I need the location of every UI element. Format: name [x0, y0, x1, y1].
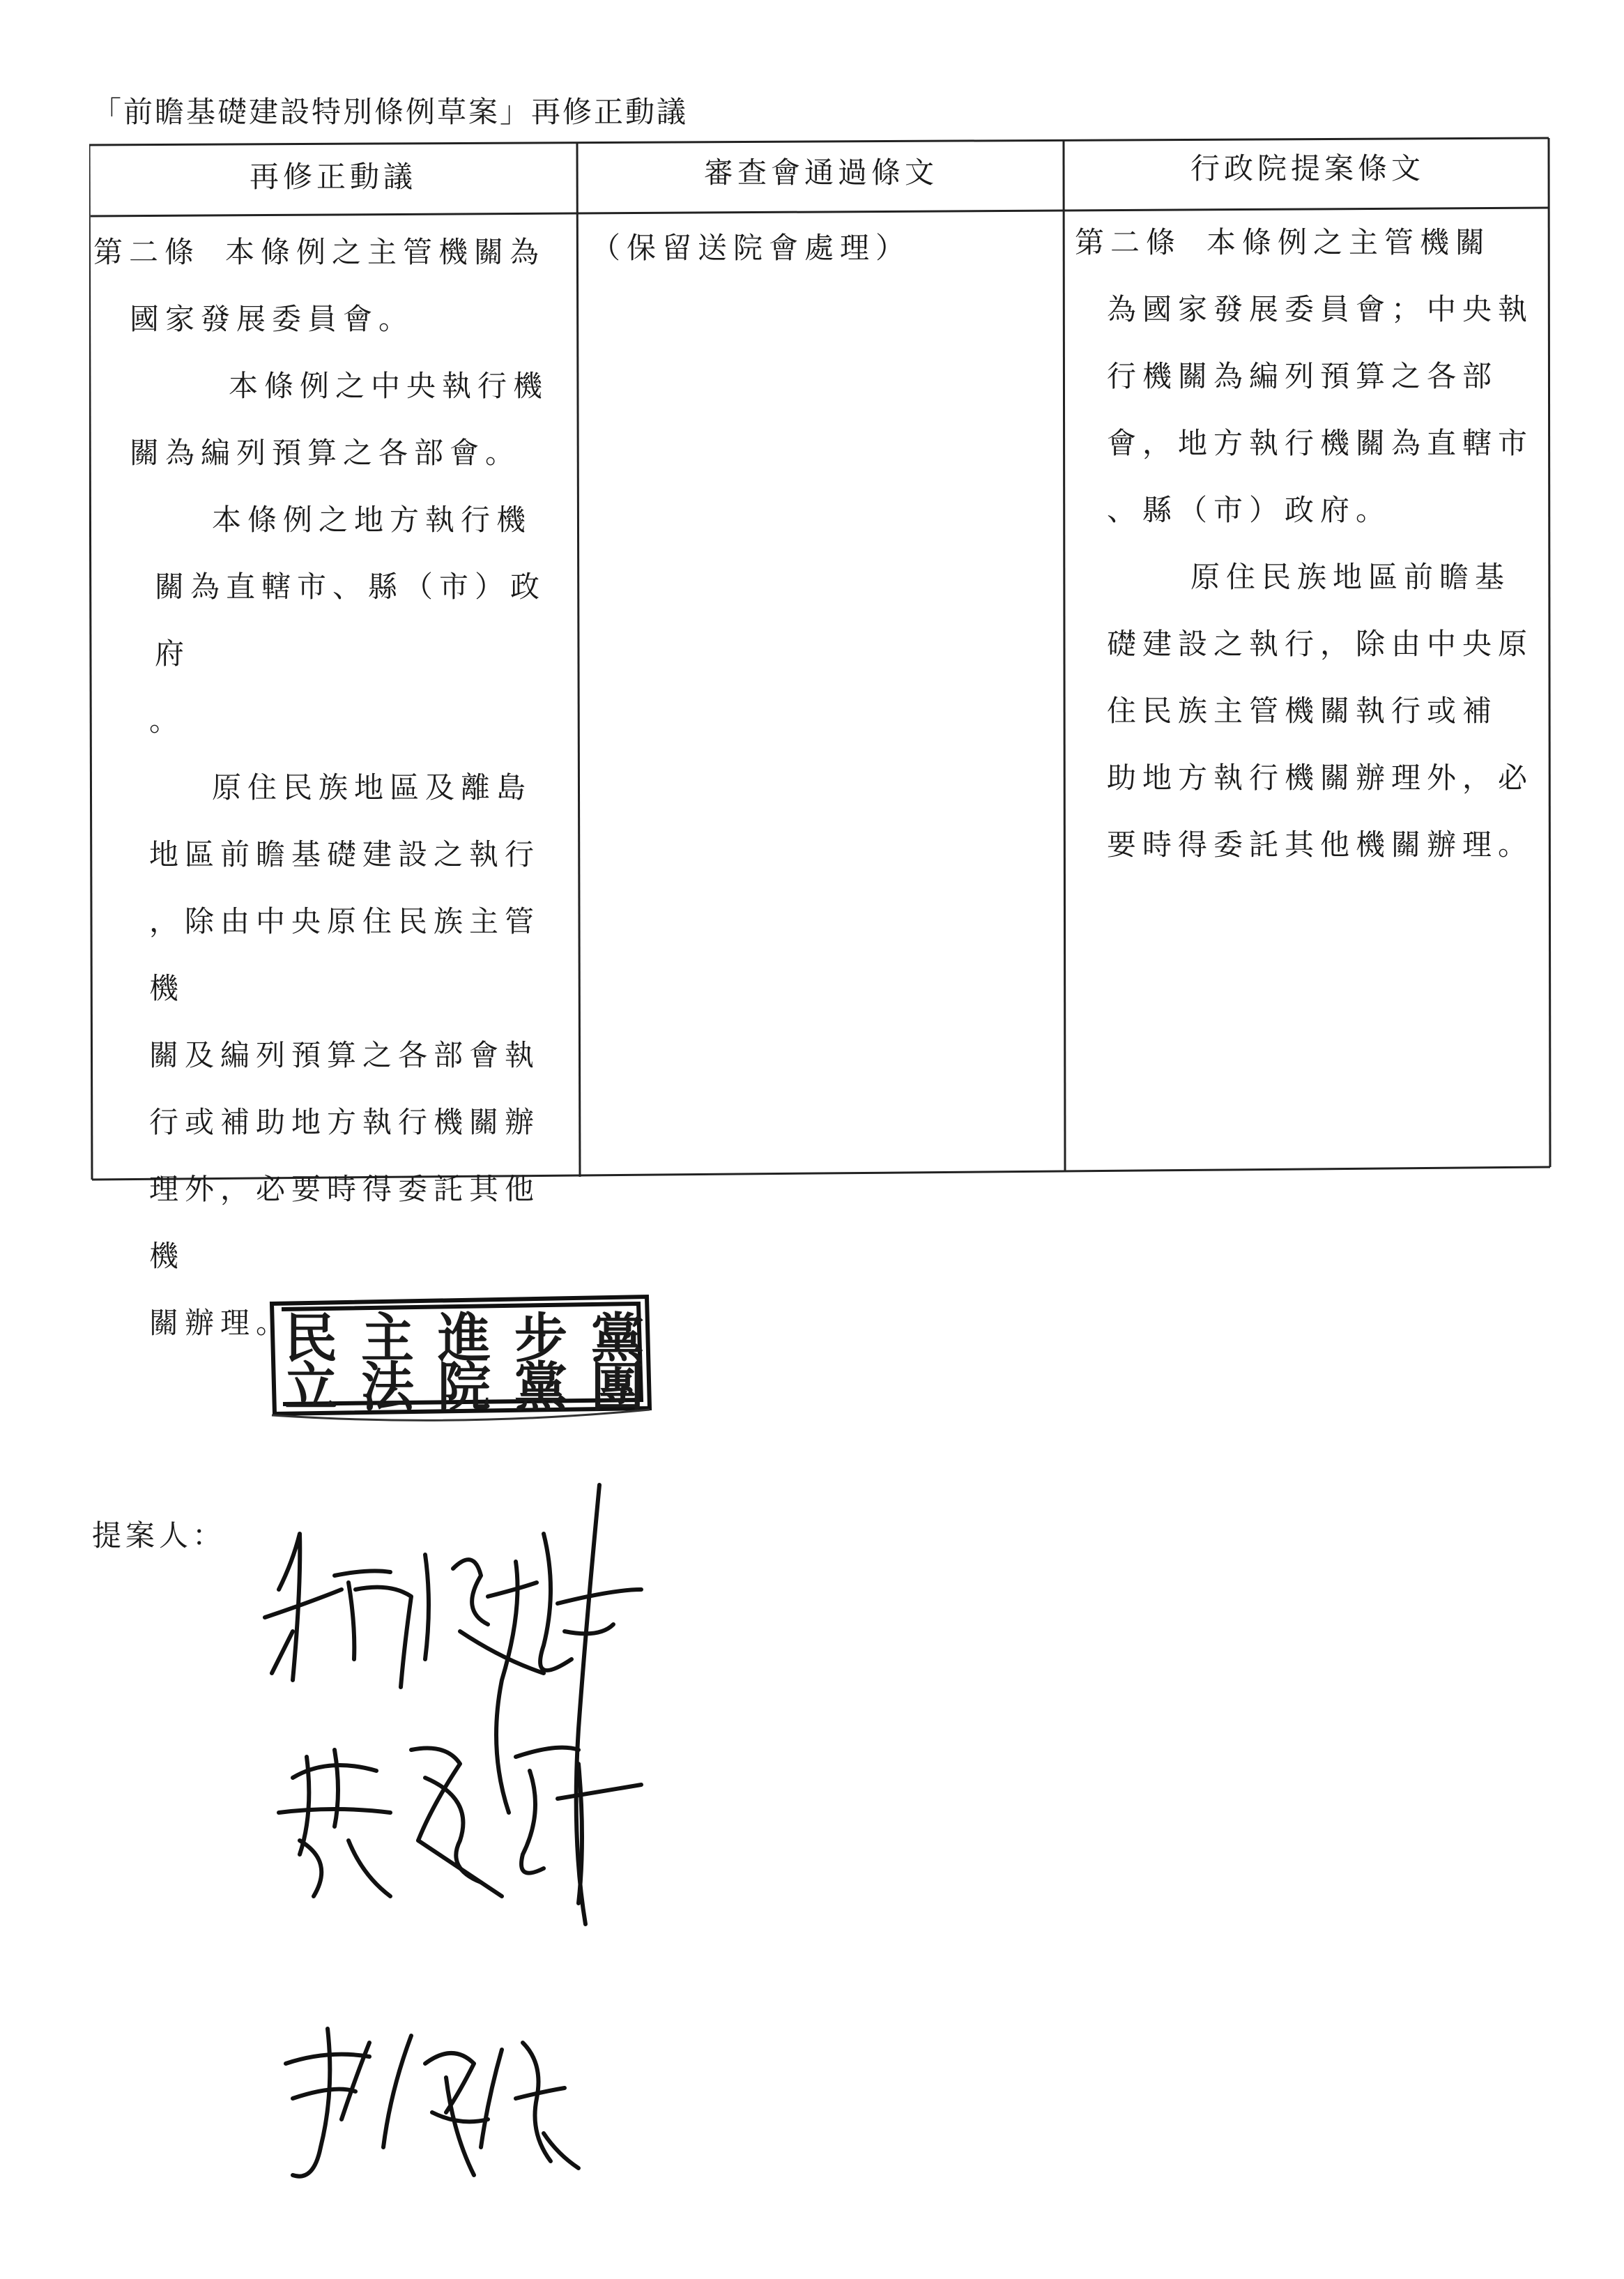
text-line: 本條例之中央執行機: [229, 369, 549, 403]
signature-3: [286, 2029, 579, 2177]
cell-executive-text: [1075, 209, 1546, 878]
text-line: 第二條 本條例之主管機關: [1075, 225, 1492, 259]
handwritten-signatures: [251, 1450, 781, 2203]
text-line: 關辦理。: [149, 1306, 292, 1340]
text-line: 國家發展委員會。: [130, 302, 415, 336]
text-line: 、縣（市）政府。: [1107, 493, 1392, 527]
stamp-line-1: 民主進步黨: [284, 1307, 668, 1369]
text-line: 行或補助地方執行機關辦: [149, 1105, 541, 1139]
text-line: 本條例之地方執行機: [212, 503, 533, 537]
signature-1: [265, 1485, 641, 1924]
text-line: 為國家發展委員會；中央執: [1107, 292, 1534, 326]
stamp-line-2: 立法院黨團: [284, 1356, 668, 1418]
text-line: 第二條 本條例之主管機關為: [93, 235, 546, 269]
text-line: ，除由中央原住民族主管機: [149, 904, 541, 1005]
article-label: 第二條: [93, 235, 201, 269]
article-label: 第二條: [1075, 225, 1182, 259]
text-line: （保留送院會處理）: [591, 231, 912, 265]
text-line: 行機關為編列預算之各部: [1107, 359, 1499, 393]
text-line: 原住民族地區前瞻基: [1190, 560, 1511, 594]
text-line: 關及編列預算之各部會執: [149, 1038, 541, 1072]
text-line: 助地方執行機關辦理外，必: [1107, 761, 1534, 795]
cell-committee-text: [591, 215, 1051, 282]
signature-2: [279, 1748, 641, 1903]
text-line: 要時得委託其他機關辦理。: [1107, 828, 1534, 862]
text-line: 住民族主管機關執行或補: [1107, 694, 1499, 728]
text-line: 會，地方執行機關為直轄市: [1107, 426, 1534, 460]
proposer-label: 提案人：: [92, 1518, 227, 1553]
header-executive-text: 行政院提案條文: [1190, 151, 1425, 185]
cell-revised-motion: [93, 219, 574, 1357]
party-seal-stamp: [265, 1291, 668, 1438]
text-line: 關為編列預算之各部會。: [130, 436, 521, 470]
text-line: 理外，必要時得委託其他機: [149, 1172, 541, 1273]
text-line: 礎建設之執行，除由中央原: [1107, 627, 1534, 661]
document-title: 「前瞻基礎建設特別條例草案」再修正動議: [92, 95, 689, 129]
header-committee-text: 審查會通過條文: [703, 155, 938, 190]
text-line: 原住民族地區及離島: [212, 770, 533, 805]
text-line: 。: [149, 703, 185, 738]
text-line: 地區前瞻基礎建設之執行: [149, 837, 541, 871]
header-revised-motion: 再修正動議: [249, 160, 417, 194]
text-line: 關為直轄市、縣（市）政府: [155, 570, 546, 671]
